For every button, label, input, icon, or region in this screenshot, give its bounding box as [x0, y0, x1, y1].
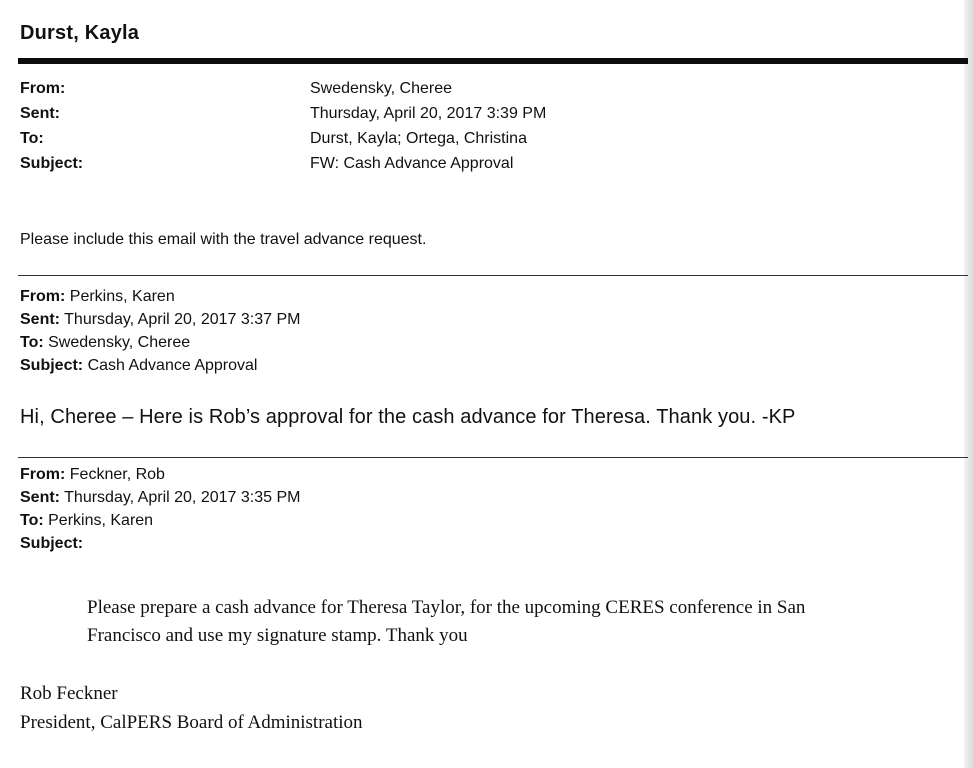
forward1-from-row [20, 288, 920, 310]
forward2-to-value: Perkins, Karen [43, 512, 154, 529]
forward2-sent-row [20, 489, 920, 511]
page-edge-shadow [964, 0, 974, 768]
forward-divider-2 [18, 457, 968, 458]
forward1-from-label: From: [20, 288, 66, 305]
header-subject-value: FW: Cash Advance Approval [310, 155, 514, 172]
forward1-to-row [20, 334, 920, 356]
header-from-value: Swedensky, Cheree [310, 80, 452, 97]
forward2-message-line2: Francisco and use my signature stamp. Thank you [87, 625, 468, 646]
forward2-from-label: From: [20, 466, 66, 483]
header-to-value: Durst, Kayla; Ortega, Christina [310, 130, 527, 147]
forward2-sent-value: Thursday, April 20, 2017 3:35 PM [60, 489, 301, 506]
title-divider [18, 58, 968, 64]
forward2-from-row [20, 466, 920, 488]
forward1-to-value: Swedensky, Cheree [43, 334, 191, 351]
header-from-label: From: [20, 80, 66, 97]
forward-divider-1 [18, 275, 968, 276]
forward2-message-line1: Please prepare a cash advance for Theresa Taylor, for the upcoming CERES conference in San [87, 597, 806, 618]
document-title: Durst, Kayla [20, 22, 140, 44]
forward1-subject-value: Cash Advance Approval [83, 357, 258, 374]
header-sent-label: Sent: [20, 105, 60, 122]
signature-name: Rob Feckner [20, 683, 118, 704]
forward1-to-label: To: [20, 334, 44, 351]
forward1-subject-label: Subject: [20, 357, 84, 374]
forward1-from-value: Perkins, Karen [65, 288, 175, 305]
header-sent-row [20, 105, 920, 127]
forward1-sent-label: Sent: [20, 311, 60, 328]
forward2-to-row [20, 512, 920, 534]
forward1-sent-value: Thursday, April 20, 2017 3:37 PM [60, 311, 301, 328]
header-to-row [20, 130, 920, 152]
forward2-message [87, 594, 957, 650]
header-from-row [20, 80, 920, 102]
forward2-sent-label: Sent: [20, 489, 60, 506]
forward2-from-value: Feckner, Rob [65, 466, 165, 483]
header-subject-label: Subject: [20, 155, 84, 172]
header-sent-value: Thursday, April 20, 2017 3:39 PM [310, 105, 547, 122]
forward2-subject-row [20, 535, 920, 557]
forward1-sent-row [20, 311, 920, 333]
forward1-subject-row [20, 357, 920, 379]
forward-note: Please include this email with the travel advance request. [20, 231, 427, 248]
forward2-subject-label: Subject: [20, 535, 84, 552]
forward2-to-label: To: [20, 512, 44, 529]
signature-title: President, CalPERS Board of Administration [20, 712, 363, 733]
header-to-label: To: [20, 130, 44, 147]
forward1-body: Hi, Cheree – Here is Rob’s approval for the cash advance for Theresa. Thank you. -KP [20, 406, 796, 428]
header-subject-row [20, 155, 920, 177]
